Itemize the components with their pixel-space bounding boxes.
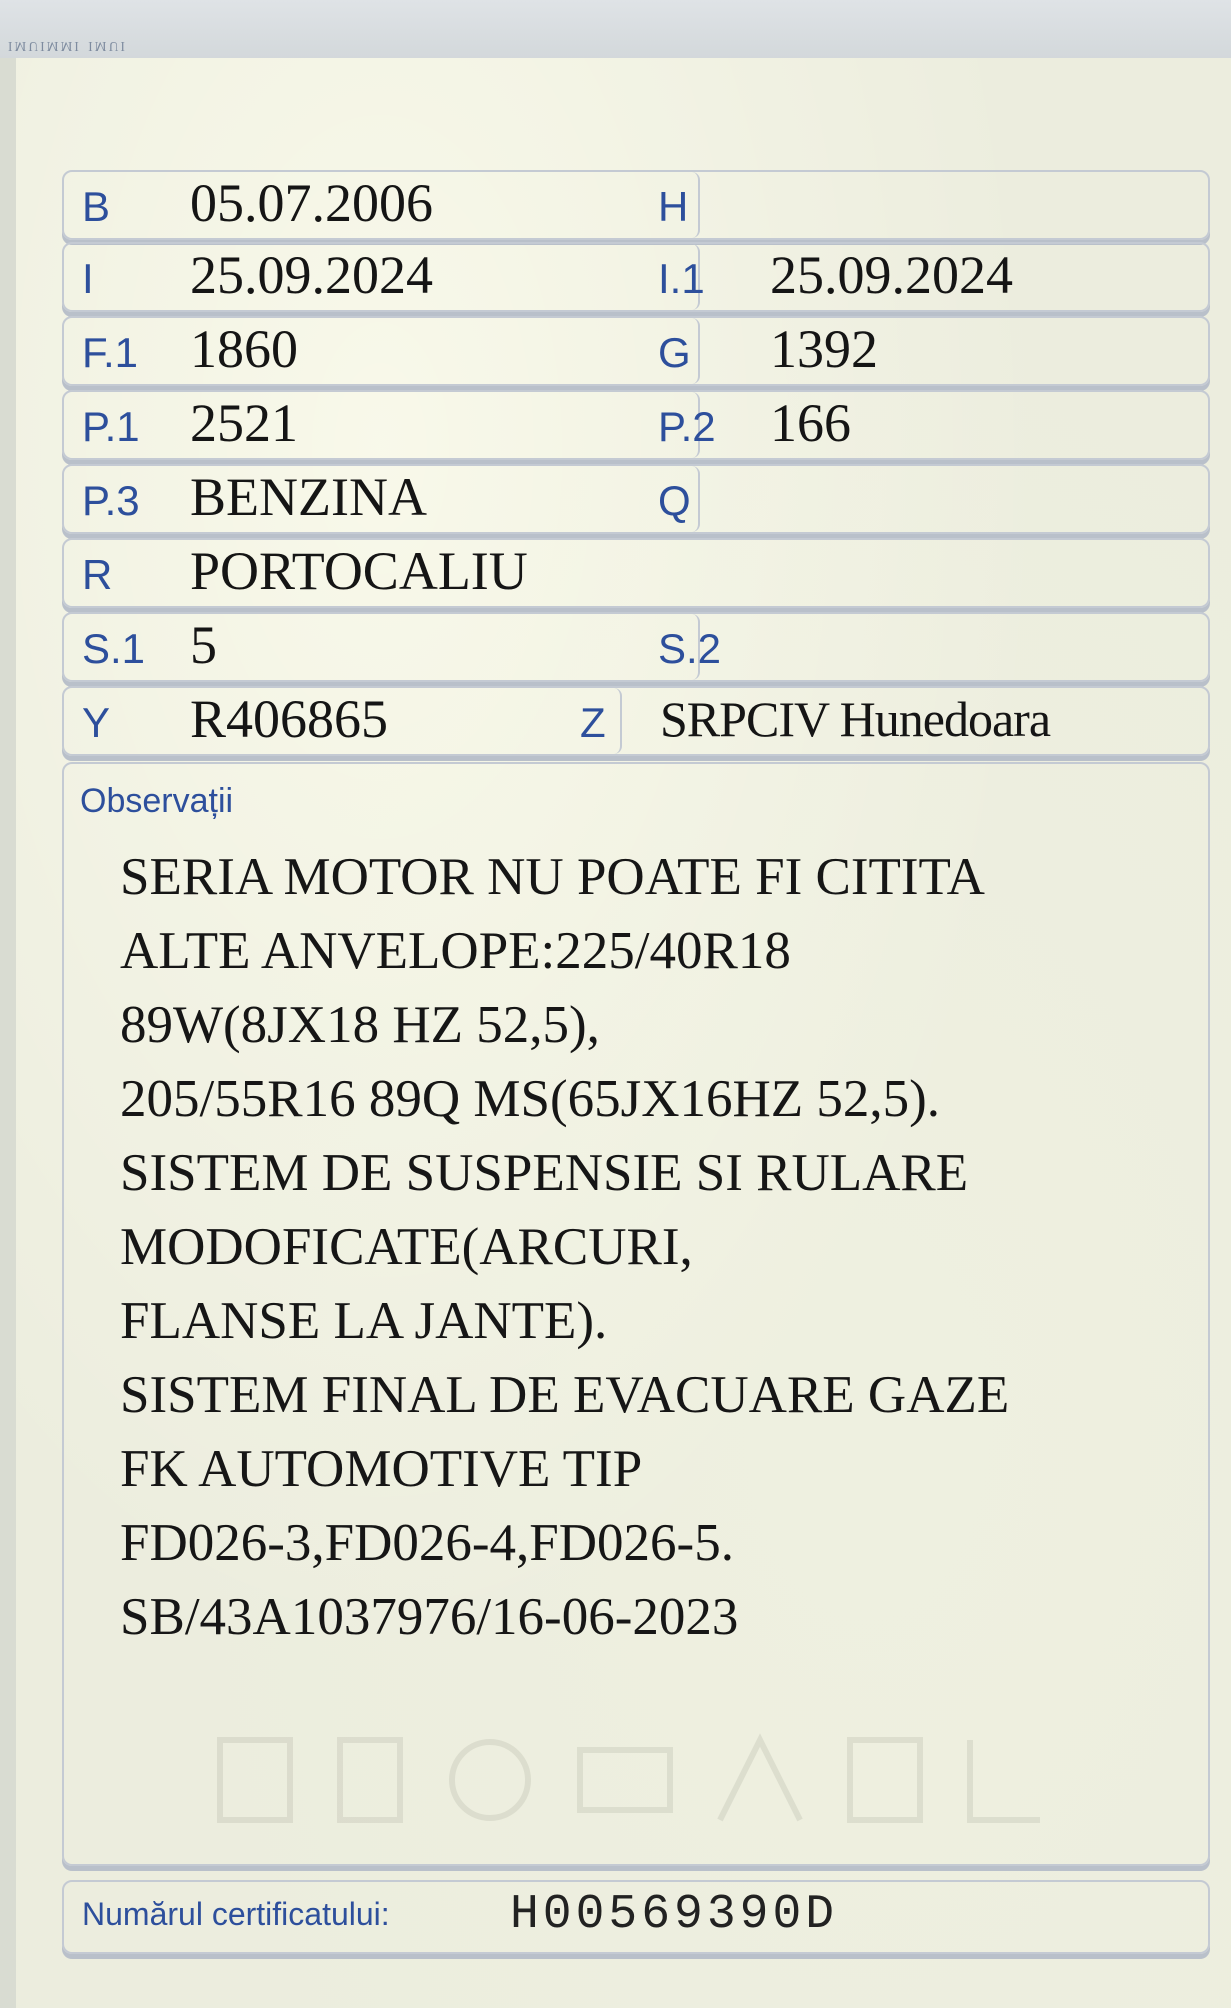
certificate-label: Numărul certificatului: xyxy=(82,1896,390,1932)
code-z: Z xyxy=(580,699,606,746)
left-edge xyxy=(0,58,16,2008)
observation-line: SERIA MOTOR NU POATE FI CITITA xyxy=(120,848,985,906)
code-i1: I.1 xyxy=(658,255,705,302)
observations-title: Observații xyxy=(80,782,234,820)
value-p1: 2521 xyxy=(190,393,298,453)
row-divider xyxy=(692,318,700,384)
observation-line: MODOFICATE(ARCURI, xyxy=(120,1218,693,1276)
faded-stamp-watermark xyxy=(200,1720,1100,1840)
code-q: Q xyxy=(658,477,691,524)
value-s1: 5 xyxy=(190,615,217,675)
code-p1: P.1 xyxy=(82,403,140,450)
observation-line: FK AUTOMOTIVE TIP xyxy=(120,1440,643,1498)
code-i: I xyxy=(82,255,94,302)
certificate-number: H00569390D xyxy=(510,1888,839,1942)
value-p3: BENZINA xyxy=(190,467,427,527)
code-f1: F.1 xyxy=(82,329,139,376)
observation-line: FD026-3,FD026-4,FD026-5. xyxy=(120,1514,734,1572)
value-y: R406865 xyxy=(190,689,389,749)
row-divider xyxy=(614,688,622,754)
observation-line: FLANSE LA JANTE). xyxy=(120,1292,608,1350)
value-g: 1392 xyxy=(770,319,878,379)
code-p2: P.2 xyxy=(658,403,716,450)
mirrored-text-fragment: ᴵᴹᵁᴵᴹᴹᴵ ᴵᴹᵁᴵ xyxy=(8,31,127,56)
observation-line: SISTEM DE SUSPENSIE SI RULARE xyxy=(120,1144,969,1202)
code-h: H xyxy=(658,183,689,230)
observation-line: SISTEM FINAL DE EVACUARE GAZE xyxy=(120,1366,1010,1424)
row-divider xyxy=(692,172,700,238)
value-i: 25.09.2024 xyxy=(190,245,433,305)
value-p2: 166 xyxy=(770,393,851,453)
value-z: SRPCIV Hunedoara xyxy=(660,691,1051,747)
code-p3: P.3 xyxy=(82,477,140,524)
code-s2: S.2 xyxy=(658,625,722,672)
value-r: PORTOCALIU xyxy=(190,541,528,601)
code-g: G xyxy=(658,329,691,376)
code-r: R xyxy=(82,551,113,598)
top-page-strip xyxy=(0,0,1231,60)
observation-line: SB/43A1037976/16-06-2023 xyxy=(120,1588,739,1646)
code-y: Y xyxy=(82,699,111,746)
value-f1: 1860 xyxy=(190,319,298,379)
observations-list xyxy=(120,840,1009,1654)
observation-line: 205/55R16 89Q MS(65JX16HZ 52,5). xyxy=(120,1070,941,1128)
observation-line: ALTE ANVELOPE:225/40R18 xyxy=(120,922,791,980)
value-i1: 25.09.2024 xyxy=(770,245,1013,305)
row-divider xyxy=(692,466,700,532)
observation-line: 89W(8JX18 HZ 52,5), xyxy=(120,996,600,1054)
value-b: 05.07.2006 xyxy=(190,173,433,233)
code-s1: S.1 xyxy=(82,625,146,672)
code-b: B xyxy=(82,183,111,230)
field-row-s1-s2 xyxy=(62,612,1210,682)
